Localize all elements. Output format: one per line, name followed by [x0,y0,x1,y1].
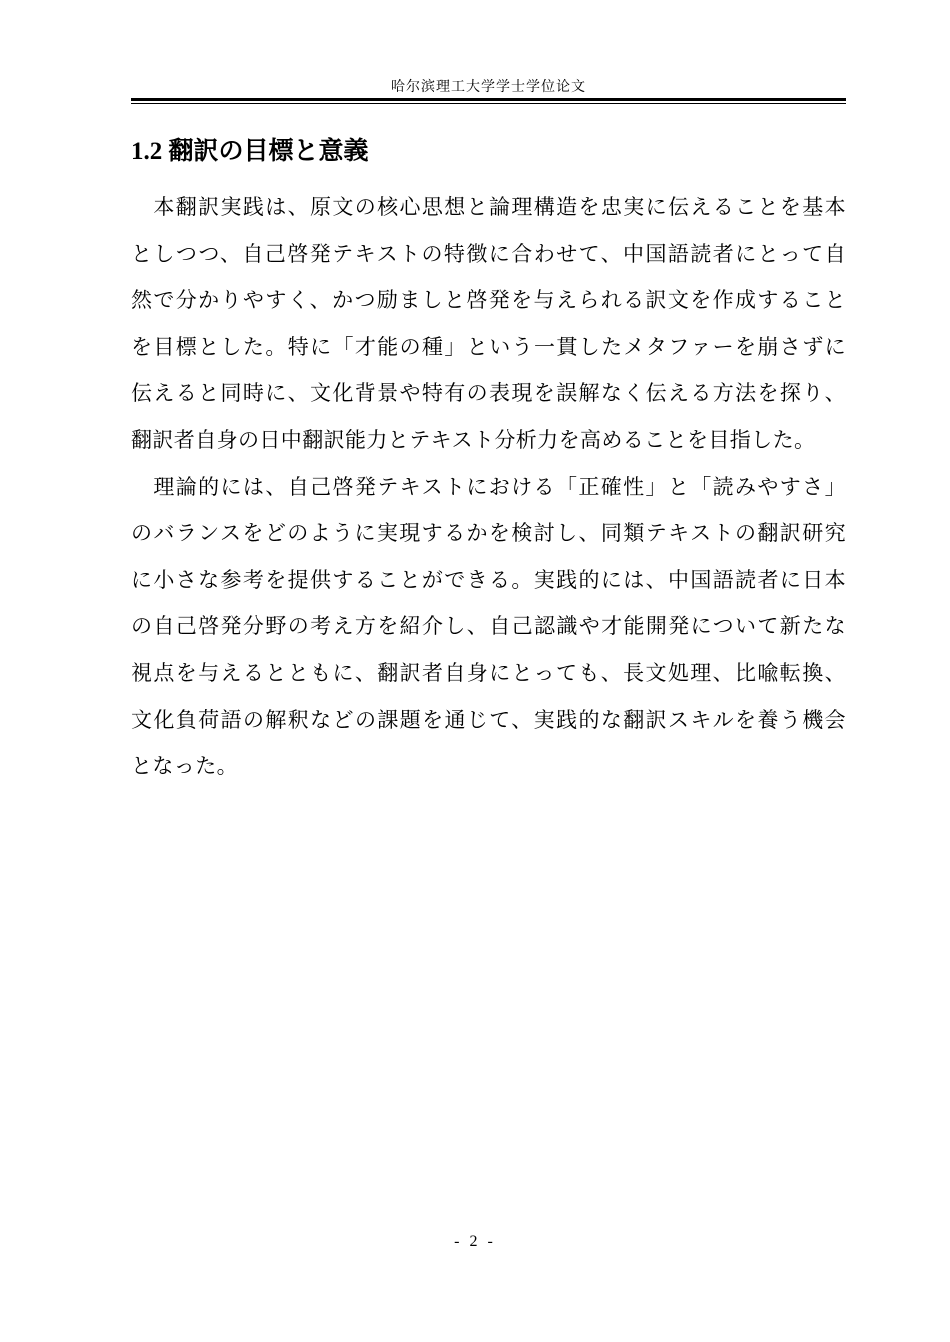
section-heading: 1.2 翻訳の目標と意義 [131,138,369,165]
body-text [131,184,846,790]
paragraph-line: となった。 [131,754,238,779]
paragraph-line: の自己啓発分野の考え方を紹介し、自己認識や才能開発について新たな [131,614,846,639]
header-rule-thin [131,103,846,104]
running-header: 哈尔滨理工大学学士学位论文 [391,80,586,95]
paragraph-line: 文化負荷語の解釈などの課題を通じて、実践的な翻訳スキルを養う機会 [131,707,846,732]
paragraph-line: を目標とした。特に「才能の種」という一貫したメタファーを崩さずに [131,334,846,359]
paragraph-line: に小さな参考を提供することができる。実践的には、中国語読者に日本 [131,567,846,592]
paragraph-line: 伝えると同時に、文化背景や特有の表現を誤解なく伝える方法を探り、 [131,381,846,406]
paragraph-line: 翻訳者自身の日中翻訳能力とテキスト分析力を高めることを目指した。 [131,427,816,452]
paragraph-line: としつつ、自己啓発テキストの特徴に合わせて、中国語読者にとって自 [131,241,846,266]
paragraph-line: 然で分かりやすく、かつ励ましと啓発を与えられる訳文を作成すること [131,288,846,313]
page-number: - 2 - [454,1233,496,1250]
header-rule-thick [131,98,846,101]
paragraph-line: 本翻訳実践は、原文の核心思想と論理構造を忠実に伝えることを基本 [131,195,846,219]
paragraph-line: 視点を与えるとともに、翻訳者自身にとっても、長文処理、比喩転換、 [131,660,846,685]
paragraph-line: のバランスをどのように実現するかを検討し、同類テキストの翻訳研究 [131,521,846,546]
paragraph-line: 理論的には、自己啓発テキストにおける「正確性」と「読みやすさ」 [131,474,846,499]
